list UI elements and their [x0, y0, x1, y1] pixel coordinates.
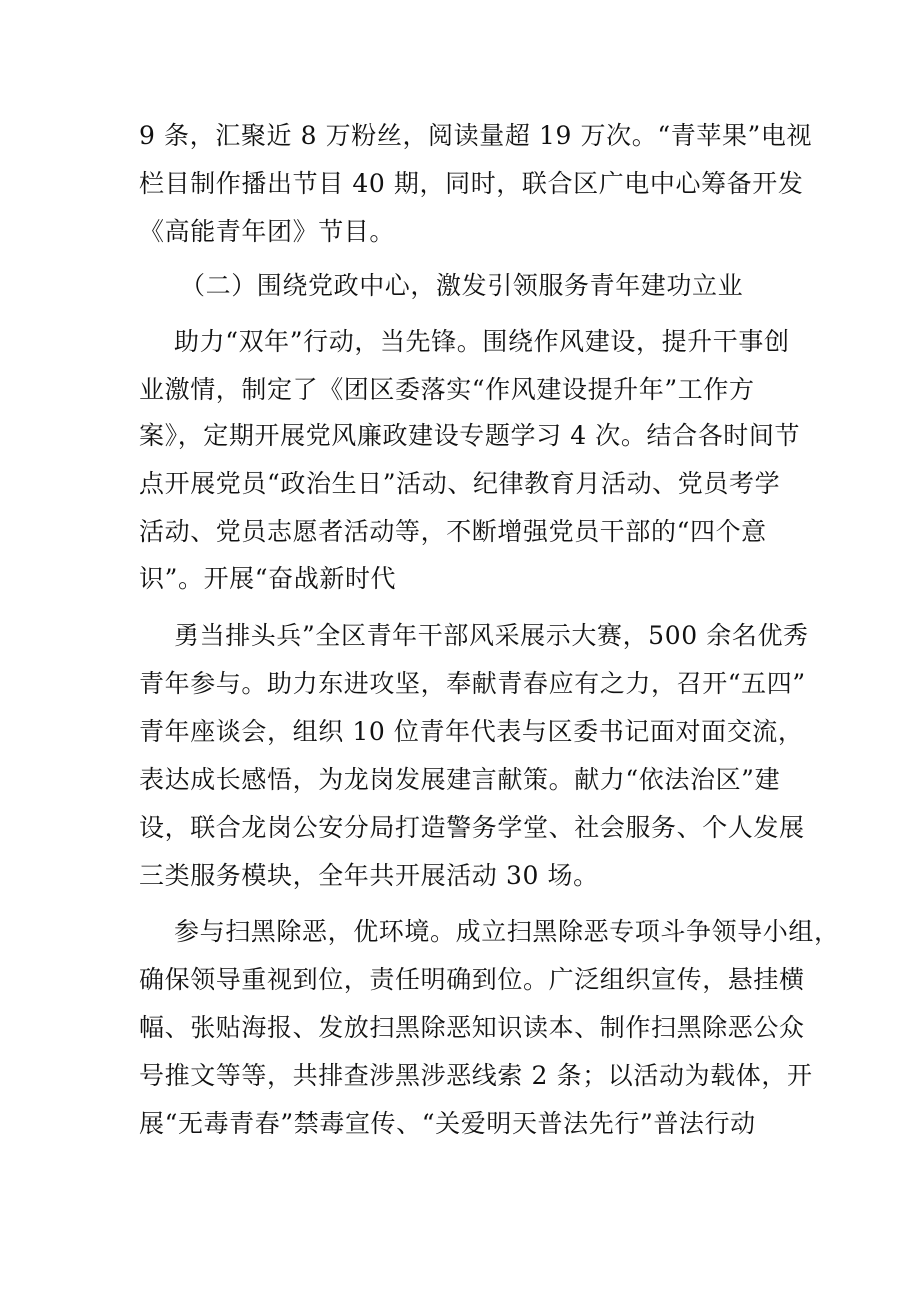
text-line: 确保领导重视到位，责任明确到位。广泛组织宣传，悬挂横	[139, 965, 805, 994]
paragraph-first-line: 助力“双年”行动，当先锋。围绕作风建设，提升干事创	[174, 327, 790, 356]
text-line: 栏目制作播出节目 40 期，同时，联合区广电中心筹备开发	[139, 169, 804, 198]
text-line: 识”。开展“奋战新时代	[139, 564, 397, 593]
text-line: 青年参与。助力东进攻坚，奉献青春应有之力，召开“五四”	[139, 669, 806, 698]
text-line: 表达成长感悟，为龙岗发展建言献策。献力“依法治区”建	[139, 765, 781, 794]
text-line: 设，联合龙岗公安分局打造警务学堂、社会服务、个人发展	[139, 813, 805, 842]
paragraph-first-line: 勇当排头兵”全区青年干部风采展示大赛，500 余名优秀	[174, 621, 809, 650]
text-line: 点开展党员“政治生日”活动、纪律教育月活动、党员考学	[139, 469, 781, 498]
paragraph-first-line: 参与扫黑除恶，优环境。成立扫黑除恶专项斗争领导小组，	[174, 917, 840, 946]
text-line: 展“无毒青春”禁毒宣传、“关爱明天普法先行”普法行动	[139, 1109, 756, 1138]
text-line: 号推文等等，共排查涉黑涉恶线索 2 条；以活动为载体，开	[139, 1061, 813, 1090]
text-line: 青年座谈会，组织 10 位青年代表与区委书记面对面交流，	[139, 717, 804, 746]
text-line: 9 条，汇聚近 8 万粉丝，阅读量超 19 万次。“青苹果”电视	[139, 121, 813, 150]
text-line: 业激情，制定了《团区委落实“作风建设提升年”工作方	[139, 375, 755, 404]
text-line: 案》，定期开展党风廉政建设专题学习 4 次。结合各时间节	[139, 421, 801, 450]
text-line: 《高能青年团》节目。	[139, 217, 396, 246]
section-heading: （二）围绕党政中心，激发引领服务青年建功立业	[180, 271, 744, 300]
text-line: 活动、党员志愿者活动等，不断增强党员干部的“四个意	[139, 517, 767, 546]
text-line: 三类服务模块，全年共开展活动 30 场。	[139, 861, 599, 890]
text-line: 幅、张贴海报、发放扫黑除恶知识读本、制作扫黑除恶公众	[139, 1013, 805, 1042]
